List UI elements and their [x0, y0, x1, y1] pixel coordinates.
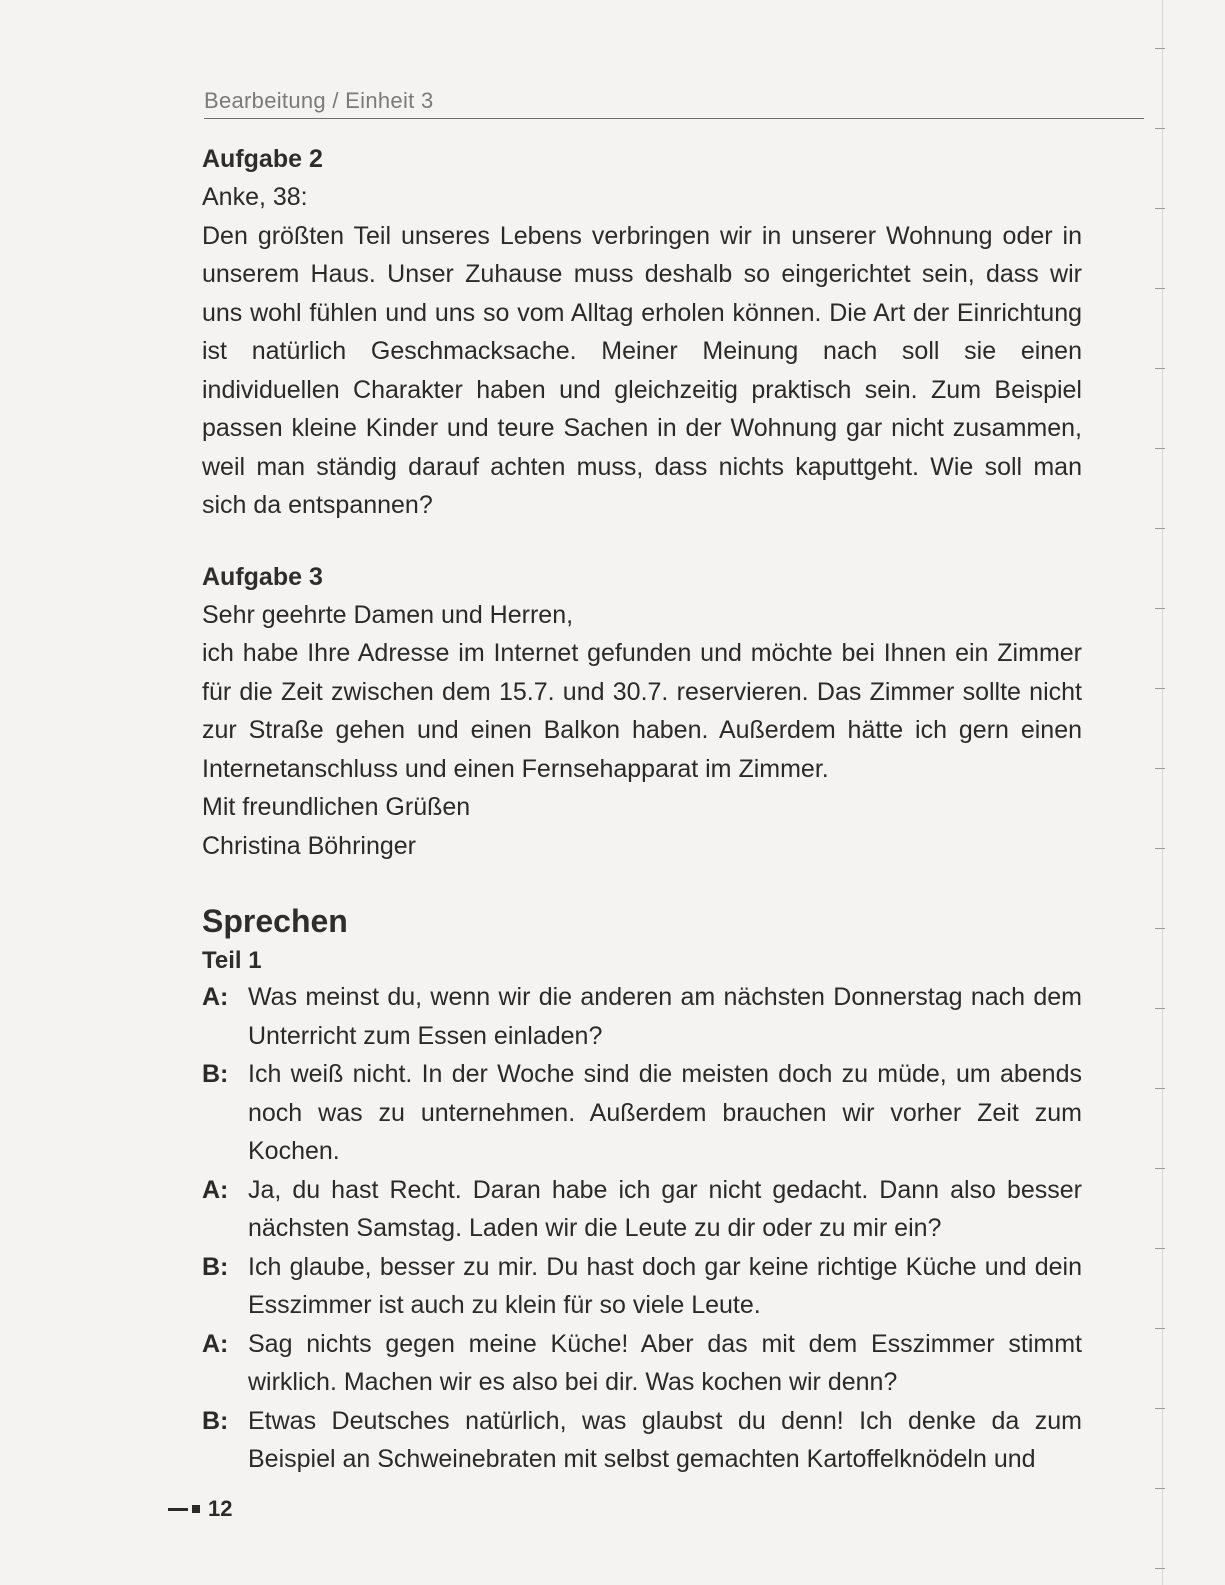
edge-tick [1155, 768, 1165, 769]
letter-body: ich habe Ihre Adresse im Internet gefunden und möchte bei Ihnen ein Zimmer für die Zeit zwischen dem 15.7. und 30.7. reservieren. Das Zimmer sollte nicht zur Straße gehen und einen Balkon haben. Außerdem hätte ich gern einen Internetanschluss und einen Fernsehapparat im Zimmer. [202, 639, 1082, 783]
letter-signature: Christina Böhringer [202, 831, 416, 860]
edge-tick [1155, 1008, 1165, 1009]
speech-text: Ich glaube, besser zu mir. Du hast doch gar keine richtige Küche und dein Esszimmer ist auch zu klein für so viele Leute. [248, 1252, 1082, 1319]
binding-tick-marks [1155, 0, 1167, 1585]
task-2-author: Anke, 38: [202, 183, 308, 211]
edge-tick [1155, 128, 1165, 129]
speech-text: Ja, du hast Recht. Daran habe ich gar nicht gedacht. Dann also besser nächsten Samstag. Laden wir die Leute zu dir oder zu mir ein? [248, 1175, 1082, 1242]
footer-rule [168, 1508, 188, 1511]
part-heading: Teil 1 [202, 947, 262, 974]
page-footer [168, 1496, 232, 1522]
edge-tick [1155, 368, 1165, 369]
speech-text: Etwas Deutsches natürlich, was glaubst du denn! Ich denke da zum Beispiel an Schweinebraten mit selbst gemachten Kartoffelknödeln und [248, 1406, 1082, 1473]
edge-tick [1155, 928, 1165, 929]
speech-text: Ich weiß nicht. In der Woche sind die meisten doch zu müde, um abends noch was zu unternehmen. Außerdem brauchen wir vorher Zeit zum Kochen. [248, 1060, 1082, 1165]
letter-closing: Mit freundlichen Grüßen [202, 793, 471, 821]
edge-tick [1155, 1408, 1165, 1409]
task-2-heading: Aufgabe 2 [202, 145, 323, 173]
dialog-line [202, 1325, 1082, 1402]
edge-tick [1155, 1168, 1165, 1169]
dialog-line [202, 1248, 1082, 1325]
edge-tick [1155, 688, 1165, 689]
dialog-line [202, 978, 1082, 1055]
task-3-heading: Aufgabe 3 [202, 562, 323, 591]
speech-text: Sag nichts gegen meine Küche! Aber das mit dem Esszimmer stimmt wirklich. Machen wir es also bei dir. Was kochen wir denn? [248, 1329, 1082, 1396]
task-2-text: Den größten Teil unseres Lebens verbringen wir in unserer Wohnung oder in unserem Haus. Unser Zuhause muss deshalb so eingerichtet sein, dass wir uns wohl fühlen und uns so vom Alltag erholen können. Die Art der Einrichtung ist natürlich Geschmacksache. Meiner Meinung nach soll sie einen individuellen Charakter haben und gleichzeitig praktisch sein. Zum Beispiel passen kleine Kinder und teure Sachen in der Wohnung gar nicht zusammen, weil man ständig darauf achten muss, dass nichts kaputtgeht. Wie soll man sich da entspannen? [202, 221, 1082, 519]
letter-greeting: Sehr geehrte Damen und Herren, [202, 600, 574, 629]
page-content [202, 140, 1082, 1479]
dialog [202, 978, 1082, 1479]
edge-tick [1155, 848, 1165, 849]
speaker-label: B: [202, 1252, 229, 1281]
speech-text: Was meinst du, wenn wir die anderen am nächsten Donnerstag nach dem Unterricht zum Essen einladen? [248, 983, 1082, 1050]
running-header: Bearbeitung / Einheit 3 [204, 88, 1144, 119]
edge-tick [1155, 608, 1165, 609]
dialog-line [202, 1171, 1082, 1248]
speaker-label: B: [202, 1406, 229, 1435]
speaker-label: A: [202, 983, 229, 1011]
edge-tick [1155, 1328, 1165, 1329]
edge-tick [1155, 1088, 1165, 1089]
edge-tick [1155, 448, 1165, 449]
dialog-line [202, 1055, 1082, 1171]
edge-tick [1155, 1248, 1165, 1249]
speaker-label: A: [202, 1175, 229, 1204]
dialog-line [202, 1402, 1082, 1479]
edge-tick [1155, 48, 1165, 49]
edge-tick [1155, 1568, 1165, 1569]
speaker-label: B: [202, 1060, 229, 1088]
edge-tick [1155, 528, 1165, 529]
section-heading-speaking: Sprechen [202, 903, 348, 939]
footer-marker [192, 1505, 200, 1513]
edge-tick [1155, 208, 1165, 209]
page-number: 12 [208, 1496, 233, 1521]
edge-tick [1155, 1488, 1165, 1489]
speaker-label: A: [202, 1329, 229, 1358]
edge-tick [1155, 288, 1165, 289]
